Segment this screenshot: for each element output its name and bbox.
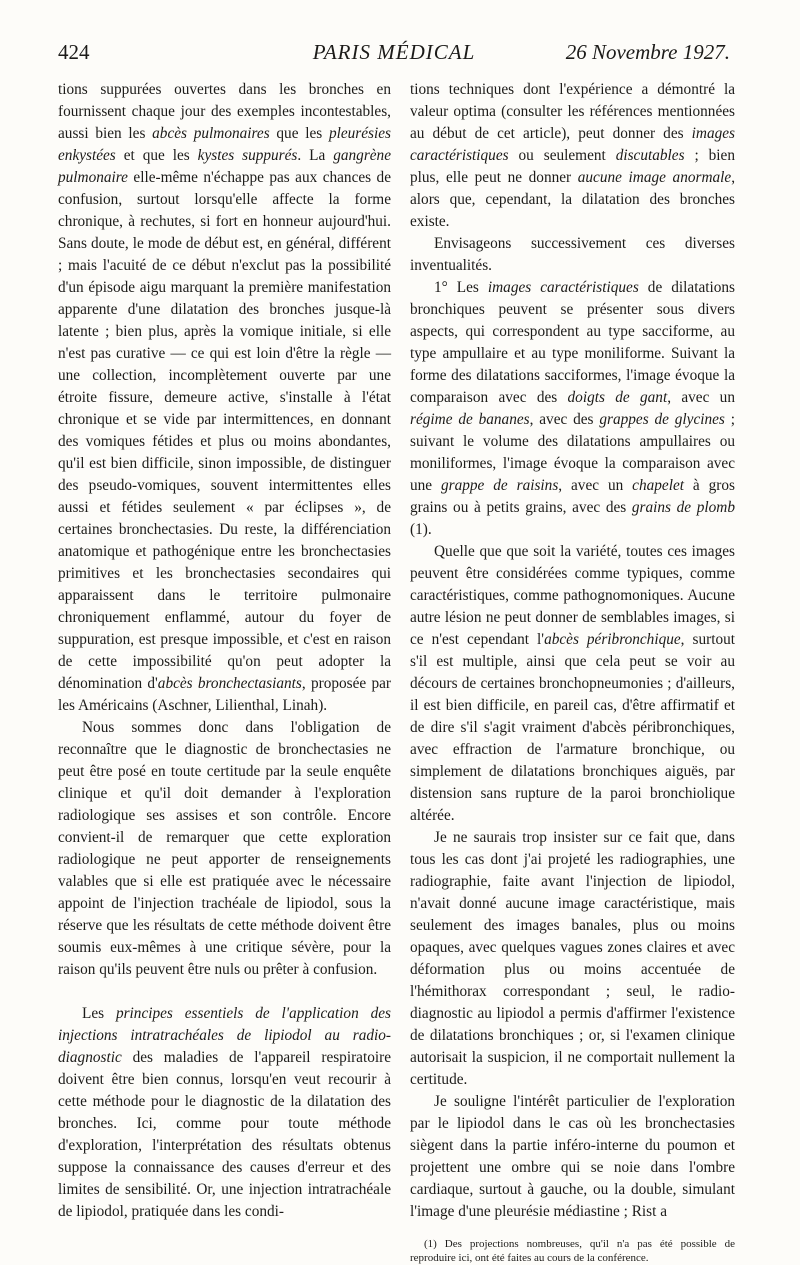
issue-date: 26 Novembre 1927. [565, 40, 730, 64]
left-column [58, 79, 391, 1223]
right-column [410, 79, 735, 1265]
paragraph: tions techniques dont l'expérience a démontré la valeur optima (consulter les références mentionnées au début de cet article), peut donner des images caractéristiques ou seulement discutables ; bien plus, elle peut ne donner aucune image anormale, alors que, cependant, la dilatation des bronches existe. [410, 81, 736, 230]
journal-title: PARIS MÉDICAL [312, 40, 476, 64]
page-number: 424 [58, 40, 90, 64]
paragraph: tions suppurées ouvertes dans les bronches en fournissent chaque jour des exemples incontestables, aussi bien les abcès pulmonaires que les pleurésies enkystées et que les kystes suppurés. La gangrène pulmonaire elle-même n'échappe pas aux chances de confusion, surtout lorsqu'elle affecte la forme chronique, à rechutes, si fort en honneur aujourd'hui. Sans doute, le mode de début est, en général, différent ; mais l'acuité de ce début n'exclut pas la possibilité d'un épisode aigu marquant la première manifestation apparente d'une dilatation des bronches jusque-là latente ; bien plus, après la vomique initiale, si elle n'est pas curative — ce qui est loin d'être la règle — une collection, incomplètement ouverte par une étroite fissure, demeure active, s'installe à l'état chronique et se vide par intermittences, en donnant des vomiques fétides et plus ou moins abondantes, qu'il est bien difficile, sinon impossible, de distinguer des pseudo-vomiques, souvent intermittentes elles aussi et fétides seulement « par éclipses », de certaines bronchectasies. Du reste, la différenciation anatomique et pathogénique entre les bronchectasies primitives et les bronchectasies secondaires qui apparaissent dans le territoire pulmonaire chroniquement enflammé, autour du foyer de suppuration, est presque impossible, et c'est en raison de cette impossibilité qu'on peut adopter la dénomination d'abcès bronchectasiants, proposée par les Américains (Aschner, Lilienthal, Linah). [58, 81, 391, 714]
paragraph: Nous sommes donc dans l'obligation de reconnaître que le diagnostic de bronchectasies ne peut être posé en toute certitude par la seule enquête clinique et qu'il doit demander à l'exploration radiologique ses assises et son contrôle. Encore convient-il de remarquer que cette exploration radiologique ne peut apporter de renseignements valables que si elle est pratiquée avec le nécessaire appoint de l'injection trachéale de lipiodol, sous la réserve que les résultats de cette méthode doivent être soumis eux-mêmes à une critique sévère, pour la raison qu'ils peuvent être nuls ou prêter à confusion. [58, 719, 391, 978]
paragraph: 1° Les images caractéristiques de dilatations bronchiques peuvent se présenter sous divers aspects, qui correspondent au type sacciforme, au type ampullaire et au type moniliforme. Suivant la forme des dilatations sacciformes, l'image évoque la comparaison avec des doigts de gant, avec un régime de bananes, avec des grappes de glycines ; suivant le volume des dilatations ampullaires ou moniliformes, l'image évoque la comparaison avec une grappe de raisins, avec un chapelet à gros grains ou à petits grains, avec des grains de plomb (1). [410, 279, 736, 538]
paragraph: Les principes essentiels de l'application des injections intratrachéales de lipiodol au radio-diagnostic des maladies de l'appareil respiratoire doivent être bien connus, lorsqu'en veut recourir à cette méthode pour le diagnostic de la dilatation des bronches. Ici, comme pour toute méthode d'exploration, l'interprétation des résultats obtenus suppose la connaissance des causes d'erreur et des limites de sensibilité. Or, une injection intratrachéale de lipiodol, pratiquée dans les condi- [58, 1005, 391, 1220]
paragraph: Envisageons successivement ces diverses inventualités. [410, 235, 735, 274]
page-header [58, 40, 730, 72]
paragraph: Quelle que que soit la variété, toutes ces images peuvent être considérées comme typiques, comme caractéristiques, comme pathognomoniques. Aucune autre lésion ne peut donner de semblables images, si ce n'est cependant l'abcès péribronchique, surtout s'il est multiple, ainsi que cela peut se voir au décours de certaines bronchopneumonies ; d'ailleurs, il est bien difficile, en pareil cas, d'être affirmatif et de dire s'il s'agit vraiment d'abcès péribronchiques, avec effraction de l'armature bronchique, ou simplement de dilatations bronchiques aiguës, par distension sans rupture de la paroi bronchiolique altérée. [410, 543, 736, 824]
footnote: (1) Des projections nombreuses, qu'il n'a pas été possible de reproduire ici, ont été faites au cours de la conférence. [410, 1238, 735, 1264]
paragraph: Je souligne l'intérêt particulier de l'exploration par le lipiodol dans le cas où les bronchectasies siègent dans la partie inféro-interne du poumon et projettent une ombre qui se noie dans l'ombre cardiaque, surtout à gauche, ou la double, simulant l'image d'une pleurésie médiastine ; Rist a [410, 1093, 735, 1220]
paragraph: Je ne saurais trop insister sur ce fait que, dans tous les cas dont j'ai projeté les radiographies, une radiographie, faite avant l'injection de lipiodol, n'avait donné aucune image caractéristique, mais seulement des images banales, plus ou moins opaques, avec quelques vagues zones claires et avec déformation plus ou moins accentuée de l'hémithorax correspondant ; seul, le radio-diagnostic au lipiodol a permis d'affirmer l'existence de dilatations bronchiques ; or, si l'examen clinique autorisait la suspicion, il ne comportait nullement la certitude. [410, 829, 735, 1088]
